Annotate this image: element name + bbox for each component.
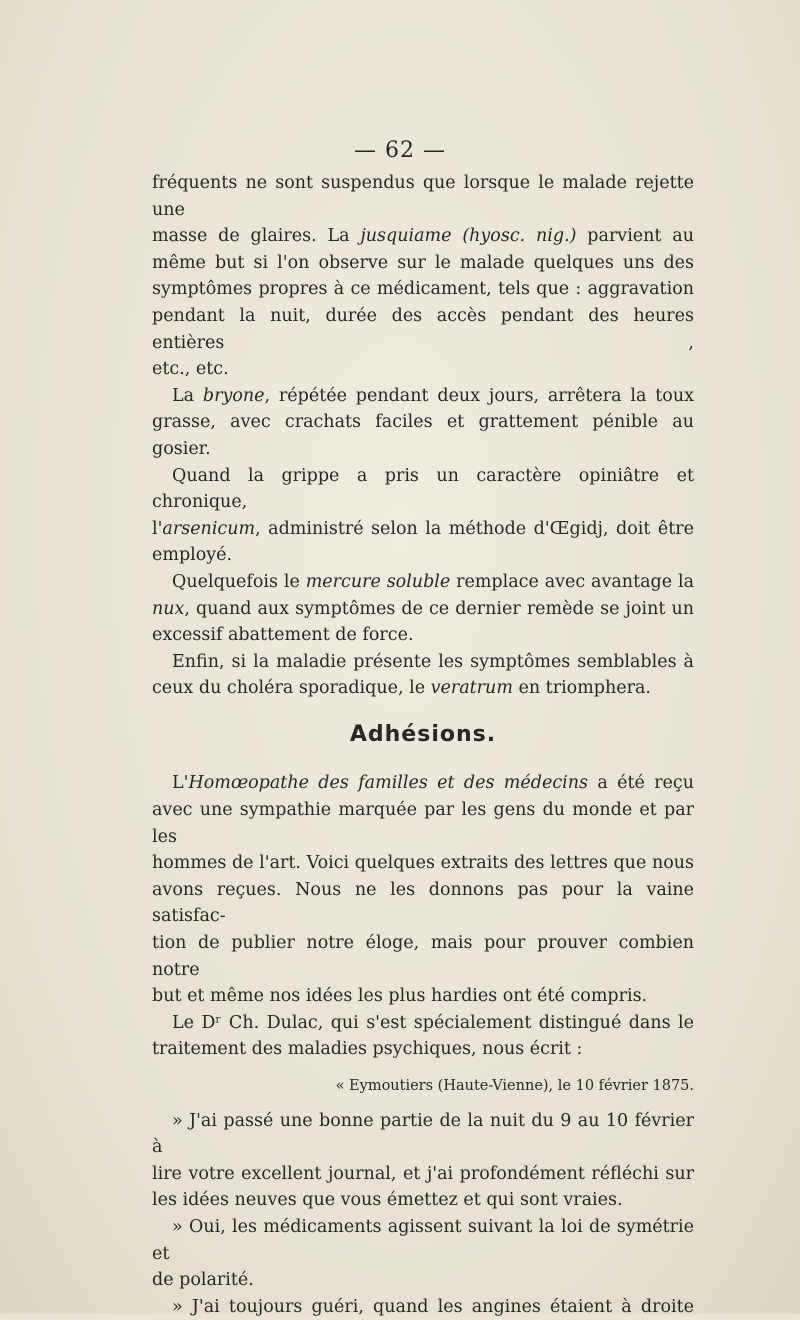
text-run: , administré selon la méthode d'Œgidj, doit être bbox=[255, 518, 694, 539]
page-number: — 62 — bbox=[354, 138, 446, 163]
text-run: a été reçu bbox=[587, 773, 694, 794]
text-line: fréquents ne sont suspendus que lorsque le malade rejette une bbox=[152, 173, 694, 220]
text-line bbox=[152, 516, 694, 543]
text-line: avec une sympathie marquée par les gens du monde et par les bbox=[152, 800, 694, 847]
paragraph bbox=[152, 1010, 694, 1063]
text-line bbox=[152, 770, 694, 797]
text-run: L' bbox=[172, 773, 189, 794]
text-run: Quelquefois le bbox=[172, 571, 306, 592]
text-line: » J'ai toujours guéri, quand les angines étaient à droite bbox=[172, 1296, 694, 1317]
paragraph bbox=[152, 1294, 694, 1320]
text-line: » Oui, les médicaments agissent suivant la loi de symétrie et bbox=[152, 1216, 694, 1264]
text-line: etc., etc. bbox=[152, 359, 229, 380]
section-heading: Adhésions. bbox=[349, 721, 497, 747]
text-line: tion de publier notre éloge, mais pour prouver combien notre bbox=[152, 933, 694, 980]
text-line bbox=[152, 675, 694, 702]
letter-dateline: « Eymoutiers (Haute-Vienne), le 10 février 1875. bbox=[335, 1078, 694, 1094]
text-line bbox=[152, 383, 694, 410]
paragraph bbox=[152, 649, 694, 702]
text-line: lire votre excellent journal, et j'ai profondément réfléchi sur bbox=[152, 1163, 694, 1184]
paragraph bbox=[152, 1108, 694, 1214]
paragraph bbox=[152, 463, 694, 569]
text-run: , répétée pendant deux jours, arrêtera la toux bbox=[264, 385, 694, 406]
text-line: de polarité. bbox=[152, 1270, 254, 1291]
paragraph bbox=[152, 770, 694, 1009]
italic-term: veratrum bbox=[430, 678, 513, 699]
text-line: symptômes propres à ce médicament, tels que : aggravation bbox=[152, 279, 694, 300]
italic-title: Homœopathe des familles et des médecins bbox=[188, 773, 588, 794]
italic-term: jusquiame (hyosc. nig.) bbox=[360, 226, 577, 247]
text-run: ceux du choléra sporadique, le bbox=[152, 678, 431, 699]
text-line bbox=[152, 596, 694, 623]
italic-term: bryone bbox=[202, 385, 265, 406]
italic-term: nux bbox=[152, 598, 185, 619]
text-line bbox=[152, 569, 694, 596]
italic-term: arsenicum bbox=[162, 518, 256, 539]
text-run: , quand aux symptômes de ce dernier remède se joint un bbox=[184, 598, 694, 619]
paragraph bbox=[152, 170, 694, 383]
paragraph bbox=[152, 383, 694, 463]
text-line: excessif abattement de force. bbox=[152, 625, 414, 646]
text-line: même but si l'on observe sur le malade quelques uns des bbox=[152, 252, 694, 273]
text-line: traitement des maladies psychiques, nous écrit : bbox=[152, 1039, 583, 1060]
text-line: avons reçues. Nous ne les donnons pas pour la vaine satisfac- bbox=[152, 879, 694, 927]
text-line: grasse, avec crachats faciles et grattement pénible au gosier. bbox=[152, 412, 694, 459]
text-line: hommes de l'art. Voici quelques extraits des lettres que nous bbox=[152, 853, 694, 874]
text-run: remplace avec avantage la bbox=[450, 571, 694, 592]
text-line: Le Dʳ Ch. Dulac, qui s'est spécialement distingué dans le bbox=[172, 1012, 694, 1033]
paragraph bbox=[152, 569, 694, 649]
paragraph bbox=[152, 1214, 694, 1294]
italic-term: mercure soluble bbox=[305, 571, 451, 592]
text-run: masse de glaires. La bbox=[152, 226, 361, 247]
text-run: l' bbox=[152, 518, 163, 539]
text-run: en triomphera. bbox=[512, 678, 651, 699]
text-line: Enfin, si la maladie présente les symptômes semblables à bbox=[172, 651, 694, 672]
text-run: La bbox=[172, 385, 203, 406]
text-line: » J'ai passé une bonne partie de la nuit du 9 au 10 février à bbox=[152, 1110, 694, 1158]
text-line: pendant la nuit, durée des accès pendant des heures entières , bbox=[152, 305, 694, 353]
text-line: Quand la grippe a pris un caractère opiniâtre et chronique, bbox=[152, 465, 694, 513]
text-line: les idées neuves que vous émettez et qui sont vraies. bbox=[152, 1190, 623, 1211]
body-text bbox=[152, 170, 694, 1320]
text-line: employé. bbox=[152, 545, 233, 566]
text-run: parvient au bbox=[576, 226, 694, 247]
text-line bbox=[152, 223, 694, 250]
text-line: but et même nos idées les plus hardies ont été compris. bbox=[152, 986, 648, 1007]
